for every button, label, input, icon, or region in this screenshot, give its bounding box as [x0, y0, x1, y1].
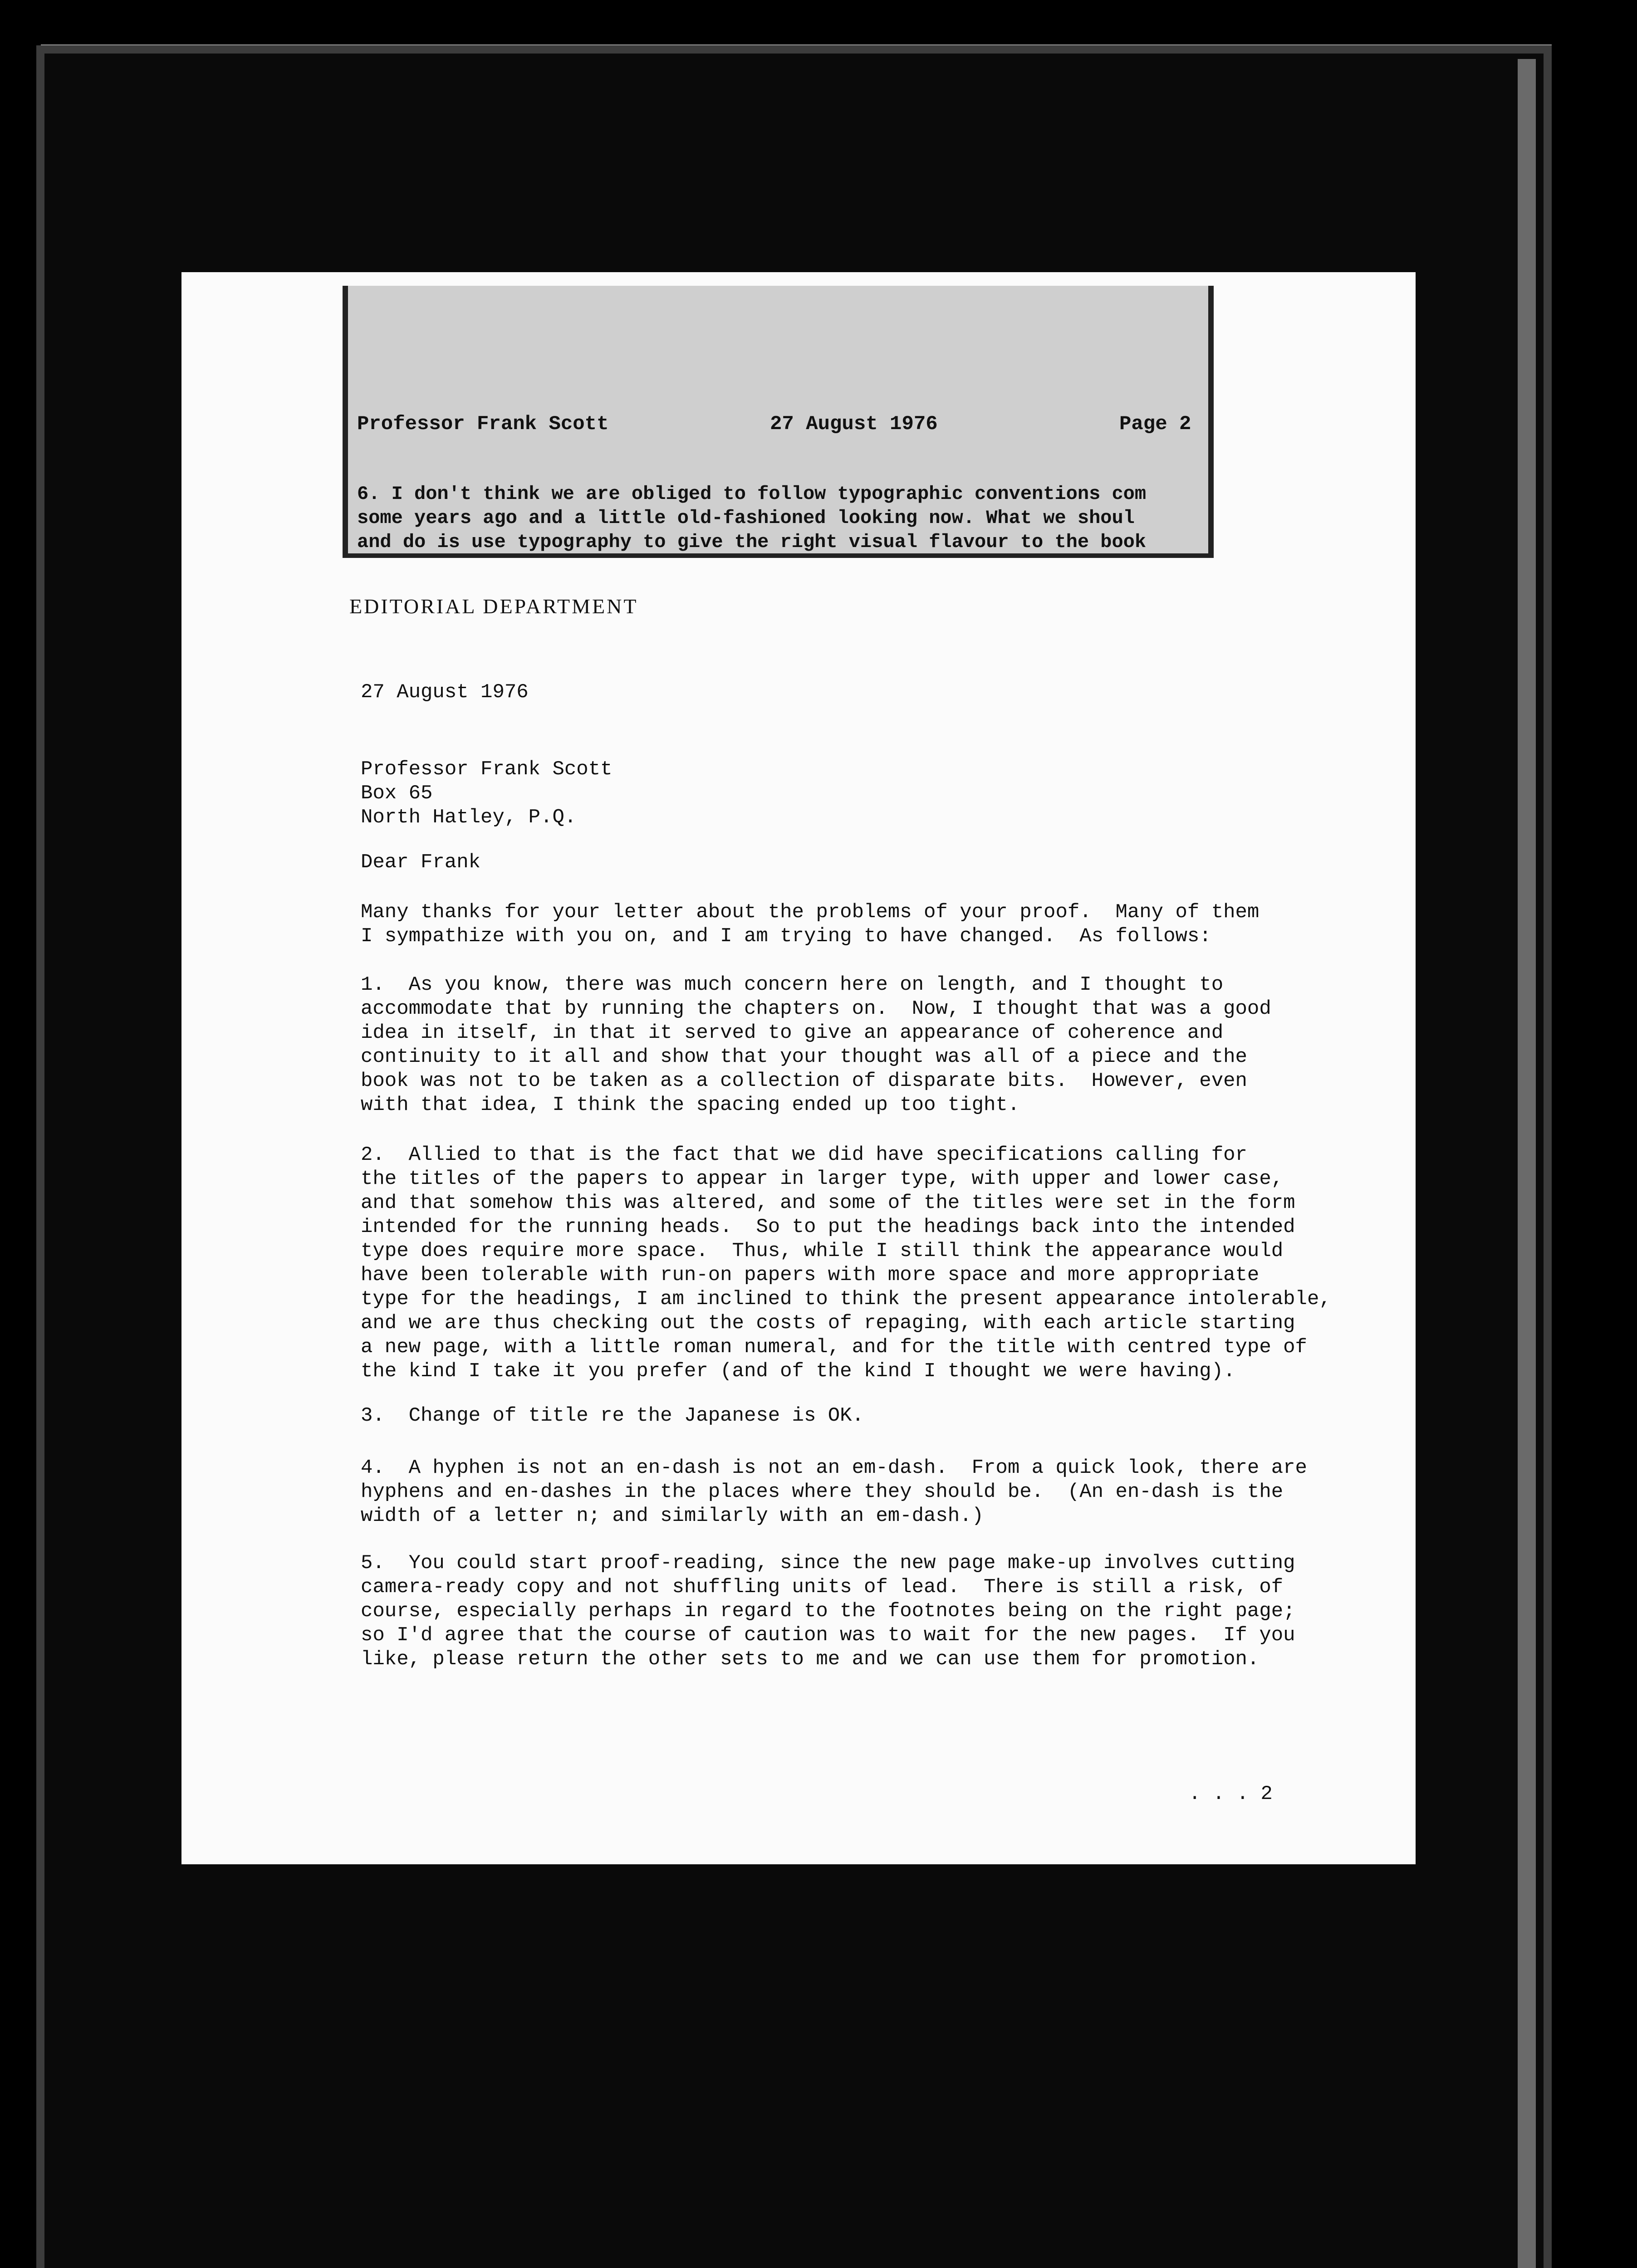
overlay-line: some years ago and a little old-fashioned looking now. What we shoul [357, 507, 1135, 529]
overlay-recipient: Professor Frank Scott [357, 413, 609, 435]
address-line: Box 65 [361, 782, 433, 805]
overlay-date: 27 August 1976 [770, 413, 938, 435]
department-heading: EDITORIAL DEPARTMENT [349, 595, 638, 618]
overlay-page-number: Page 2 [1119, 413, 1191, 435]
board-right-edge [1518, 59, 1536, 2268]
paragraph-4: 4. A hyphen is not an en-dash is not an em-dash. From a quick look, there are hyphens and en-dashes in the places where they should be. (An en-dash is the width of a letter n; and similarly with an em-dash.) [361, 1457, 1307, 1527]
paragraph-1: 1. As you know, there was much concern here on length, and I thought to accommodate that by running the chapters on. Now, I thought that was a good idea in itself, in that it served to give an appearance of coherence and continuity to it all and show that your thought was all of a piece and the book was not to be taken as a collection of disparate bits. However, even with that idea, I think the spacing ended up too tight. [361, 973, 1271, 1116]
letter-page [181, 272, 1416, 1864]
letter-date: 27 August 1976 [361, 681, 529, 704]
paragraph-2: 2. Allied to that is the fact that we did have specifications calling for the titles of the papers to appear in larger type, with upper and lower case, and that somehow this was altered, and some of the titles were set in the form intended for the running heads. So to put the headings back into the intended type does require more space. Thus, while I still think the appearance would have been tolerable with run-on papers with more space and more appropriate type for the headings, I am inclined to think the present appearance intolerable, and we are thus checking out the costs of repaging, with each article starting a new page, with a little roman numeral, and for the title with centred type of the kind I take it you prefer (and of the kind I thought we were having). [361, 1144, 1331, 1383]
paragraph-5: 5. You could start proof-reading, since the new page make-up involves cutting camera-ready copy and not shuffling units of lead. There is still a risk, of course, especially perhaps in regard to the footnotes being on the right page; so I'd agree that the course of caution was to wait for the new pages. If you like, please return the other sets to me and we can use them for promotion. [361, 1552, 1295, 1671]
overlay-line: and do is use typography to give the right visual flavour to the book [357, 531, 1147, 553]
paragraph-intro: Many thanks for your letter about the problems of your proof. Many of them I sympathize with you on, and I am trying to have changed. As follows: [361, 901, 1260, 948]
paragraph-3: 3. Change of title re the Japanese is OK. [361, 1404, 864, 1427]
continuation-marker: . . . 2 [1189, 1783, 1273, 1805]
salutation: Dear Frank [361, 851, 481, 874]
address-line: North Hatley, P.Q. [361, 806, 577, 829]
overlay-page-2-strip [343, 286, 1214, 558]
overlay-line: 6. I don't think we are obliged to follow typographic conventions com [357, 483, 1147, 505]
address-line: Professor Frank Scott [361, 758, 613, 781]
